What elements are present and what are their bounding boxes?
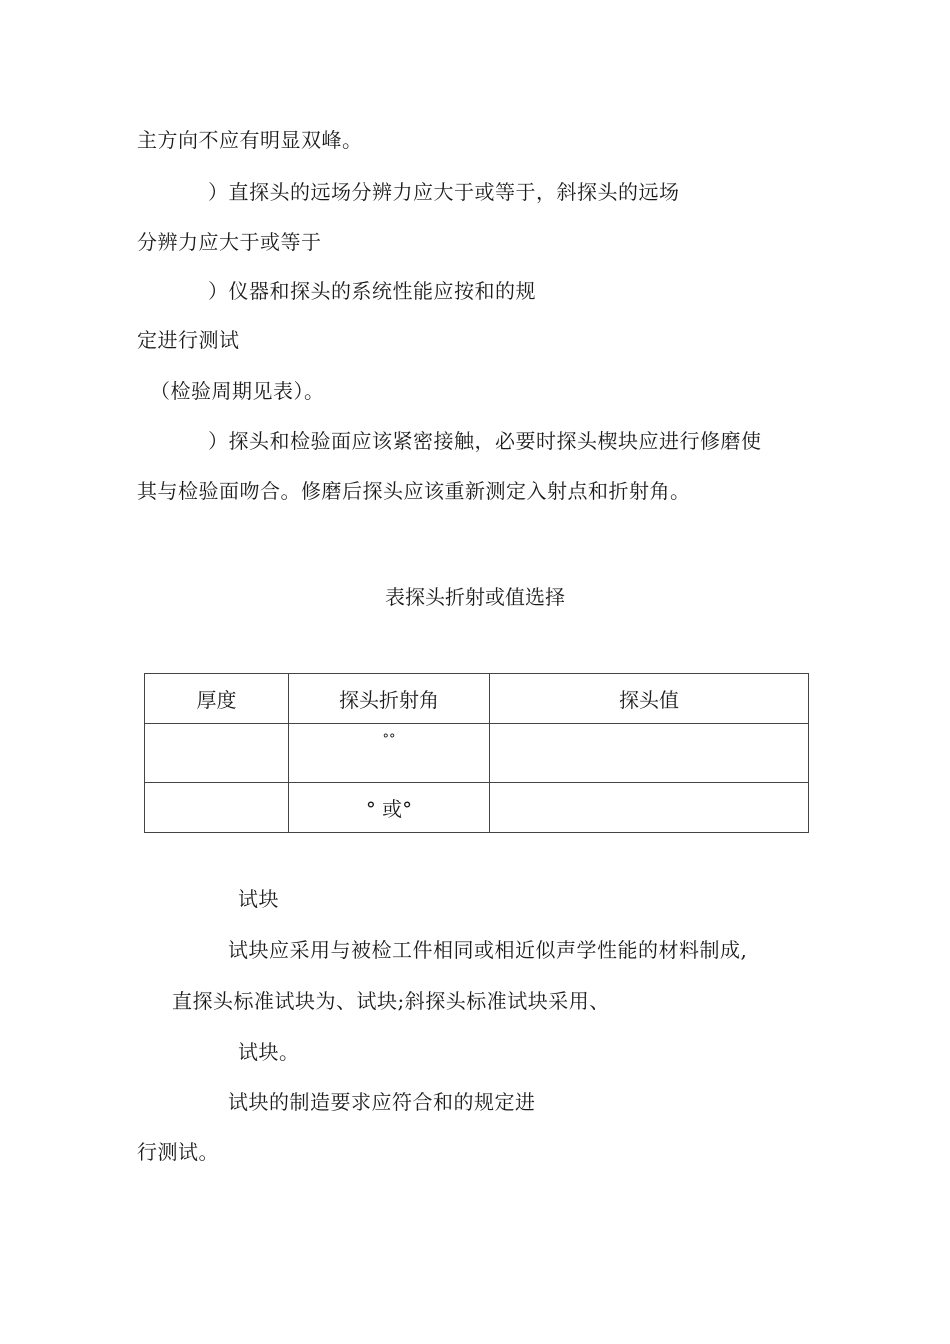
header-probe-value: 探头值	[490, 674, 809, 724]
table-cell	[289, 724, 490, 783]
table-row	[145, 724, 809, 783]
paragraph-line-1: 主方向不应有明显双峰。	[137, 128, 363, 152]
probe-angle-table	[144, 673, 809, 833]
section-line-1: 试块应采用与被检工件相同或相近似声学性能的材料制成,	[228, 938, 748, 962]
table-title: 表探头折射或值选择	[385, 585, 565, 609]
table-header-row	[145, 674, 809, 724]
section-line-3: 试块。	[238, 1040, 300, 1064]
section-line-2: 直探头标准试块为、试块;斜探头标准试块采用、	[172, 989, 610, 1013]
paragraph-line-6: （检验周期见表）。	[150, 379, 325, 403]
section-line-5: 行测试。	[137, 1140, 219, 1164]
paragraph-line-2: ）直探头的远场分辨力应大于或等于，斜探头的远场	[208, 180, 680, 204]
table-cell: ° 或°	[289, 783, 490, 833]
degree-text: °°	[382, 732, 396, 747]
paragraph-line-4: ）仪器和探头的系统性能应按和的规	[208, 279, 536, 303]
paragraph-line-5: 定进行测试	[137, 328, 240, 352]
table-cell	[145, 783, 289, 833]
section-heading: 试块	[238, 887, 279, 911]
paragraph-line-8: 其与检验面吻合。修磨后探头应该重新测定入射点和折射角。	[137, 479, 691, 503]
header-refraction-angle: 探头折射角	[289, 674, 490, 724]
header-thickness: 厚度	[145, 674, 289, 724]
paragraph-line-7: ）探头和检验面应该紧密接触，必要时探头楔块应进行修磨使	[208, 429, 762, 453]
section-line-4: 试块的制造要求应符合和的规定进	[228, 1090, 536, 1114]
table-cell	[490, 783, 809, 833]
paragraph-line-3: 分辨力应大于或等于	[137, 230, 322, 254]
table-cell	[490, 724, 809, 783]
table-row	[145, 783, 809, 833]
table-cell	[145, 724, 289, 783]
